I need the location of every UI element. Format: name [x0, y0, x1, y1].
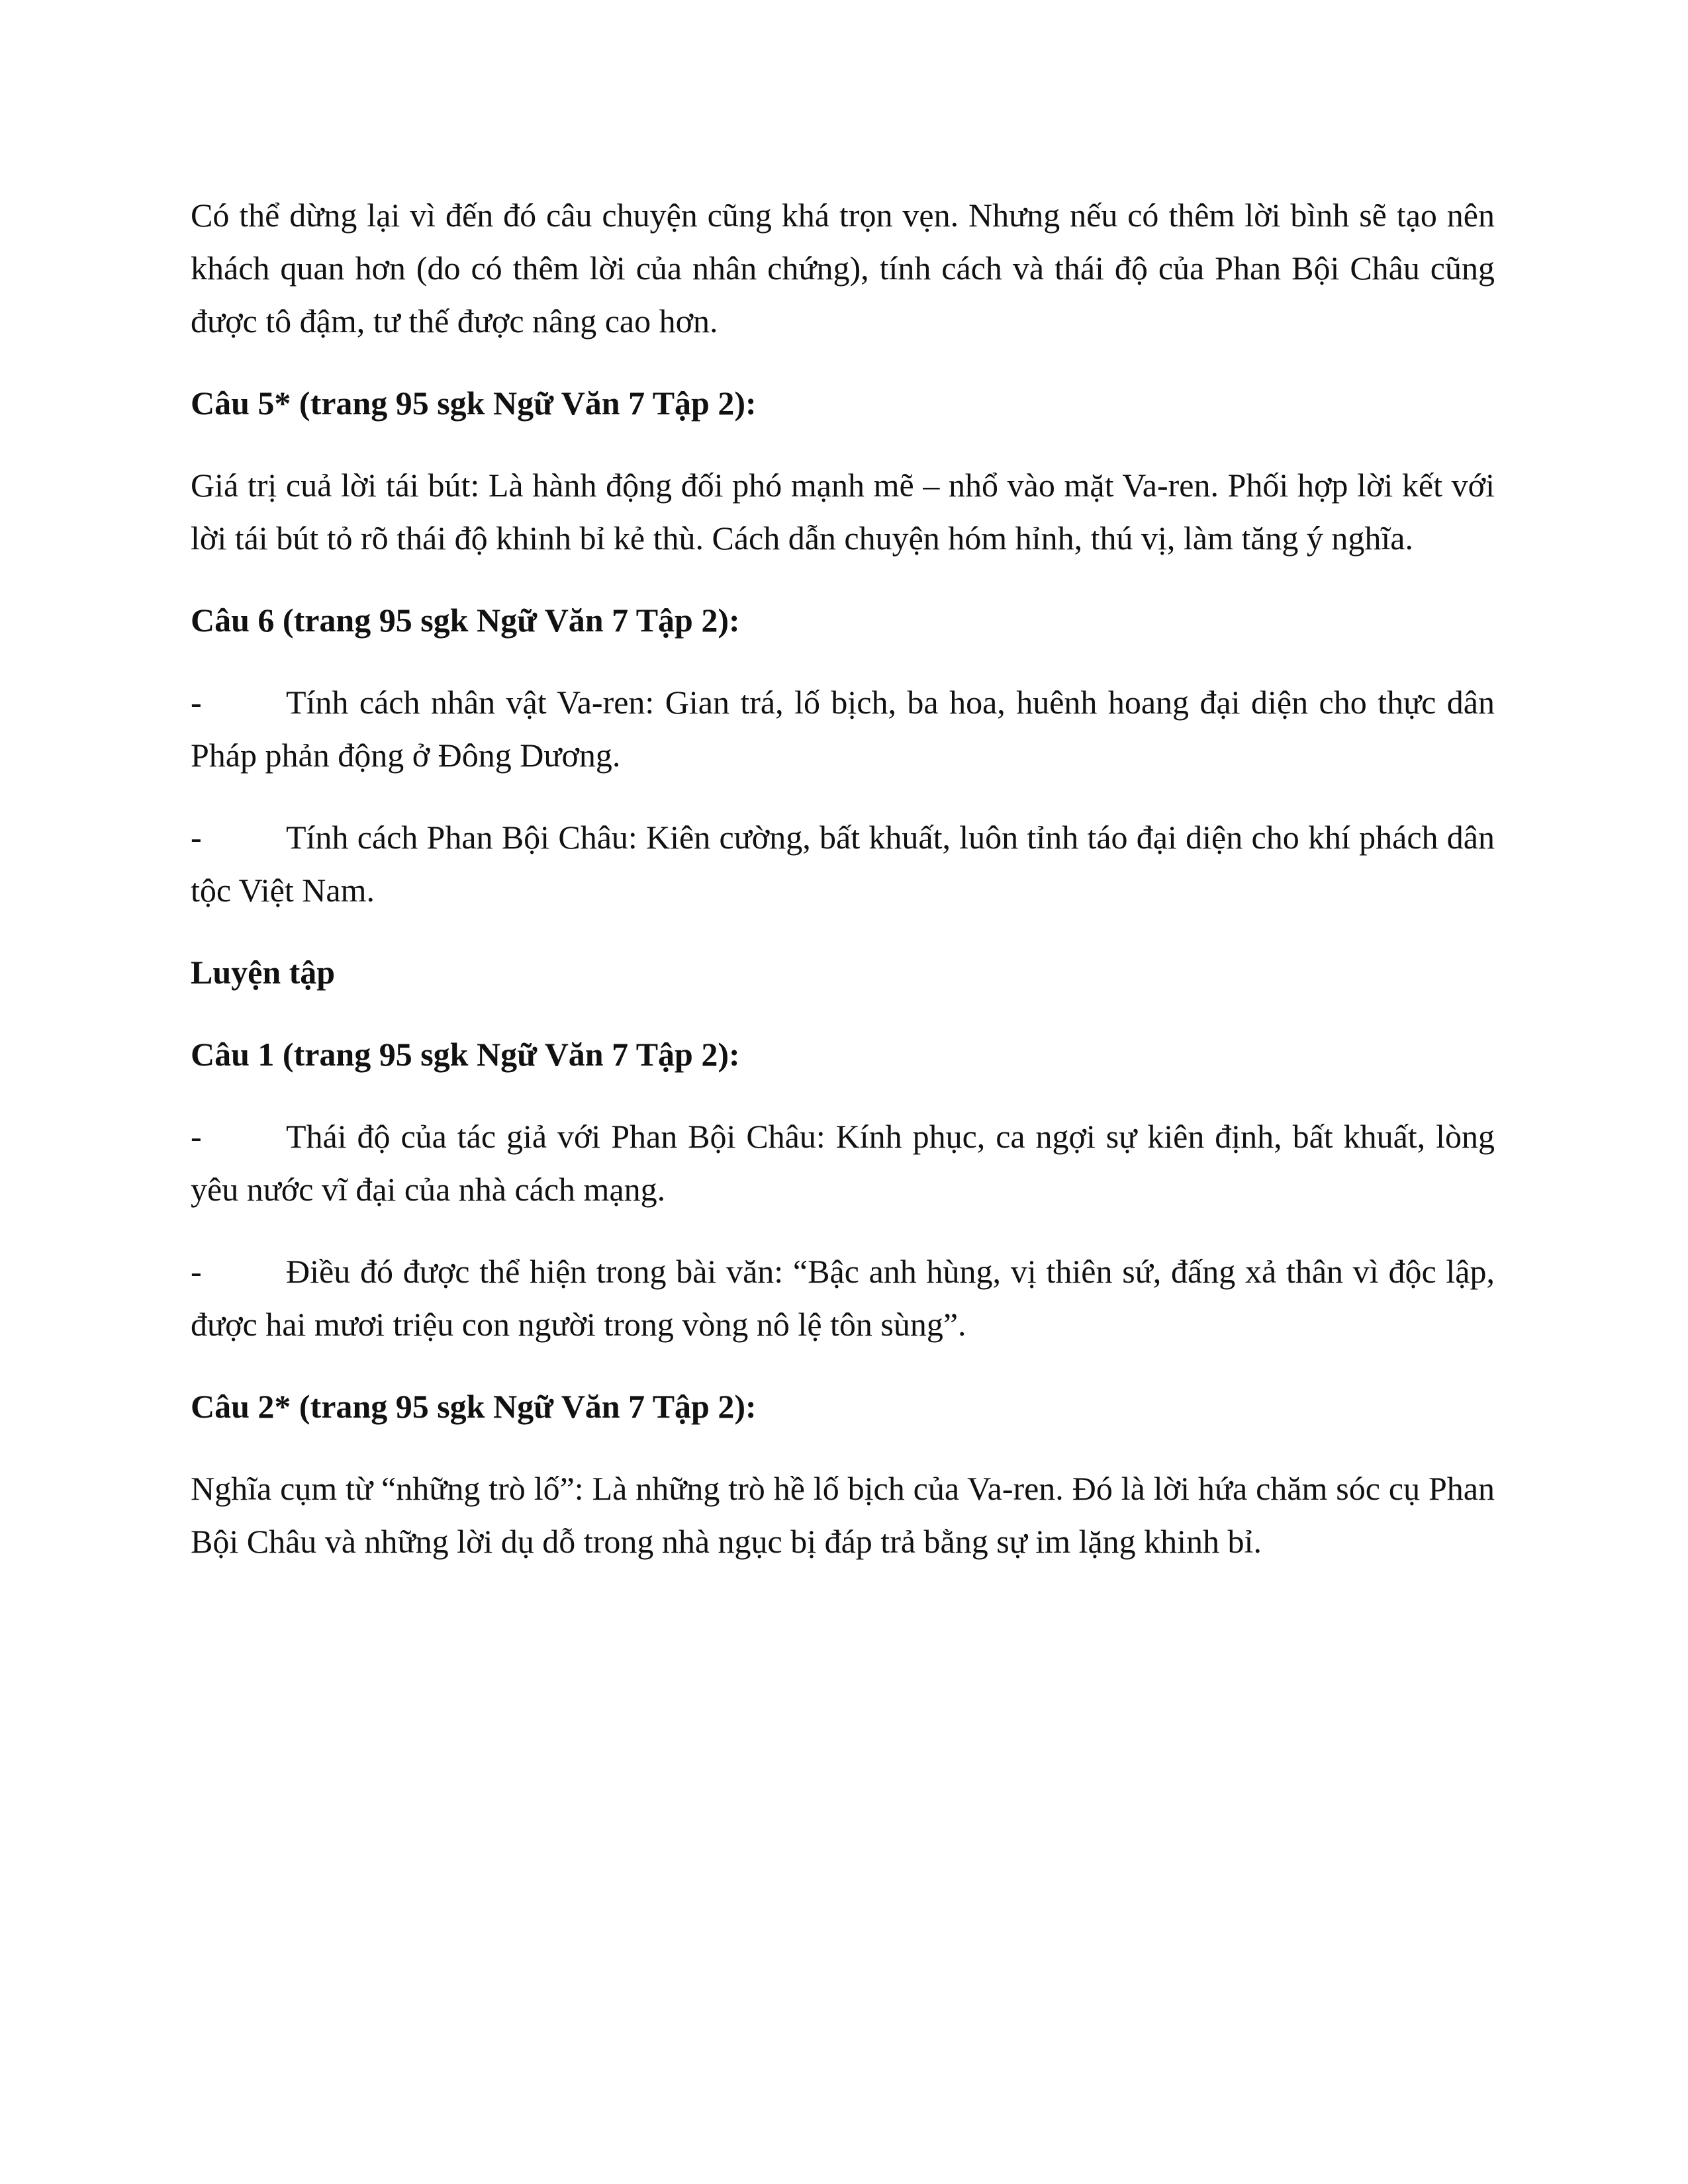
bullet-text: Điều đó được thể hiện trong bài văn: “Bậc anh hùng, vị thiên sứ, đấng xả thân vì độc lập, được hai mươi triệu con người trong vòng nô lệ tôn sùng”. — [191, 1253, 1495, 1343]
bullet-cau-6-varen — [191, 676, 1495, 782]
heading-cau-6: Câu 6 (trang 95 sgk Ngữ Văn 7 Tập 2): — [191, 602, 740, 639]
bullet-marker: - — [191, 819, 202, 856]
bullet-lt-cau-1-thai-do — [191, 1110, 1495, 1216]
heading-luyen-tap: Luyện tập — [191, 954, 336, 991]
document-page — [191, 189, 1495, 1597]
bullet-lt-cau-1-the-hien — [191, 1245, 1495, 1351]
heading-luyen-tap-cau-1: Câu 1 (trang 95 sgk Ngữ Văn 7 Tập 2): — [191, 1036, 740, 1073]
bullet-marker: - — [191, 1118, 202, 1155]
bullet-marker: - — [191, 1253, 202, 1290]
bullet-text: Thái độ của tác giả với Phan Bội Châu: Kính phục, ca ngợi sự kiên định, bất khuất, lòng yêu nước vĩ đại của nhà cách mạng. — [191, 1118, 1495, 1208]
heading-cau-5: Câu 5* (trang 95 sgk Ngữ Văn 7 Tập 2): — [191, 385, 757, 422]
bullet-text: Tính cách nhân vật Va-ren: Gian trá, lố bịch, ba hoa, huênh hoang đại diện cho thực dân Pháp phản động ở Đông Dương. — [191, 684, 1495, 774]
bullet-marker: - — [191, 684, 202, 721]
bullet-cau-6-phan-boi-chau — [191, 811, 1495, 917]
bullet-text: Tính cách Phan Bội Châu: Kiên cường, bất khuất, luôn tỉnh táo đại diện cho khí phách dân tộc Việt Nam. — [191, 819, 1495, 909]
intro-paragraph: Có thể dừng lại vì đến đó câu chuyện cũng khá trọn vẹn. Nhưng nếu có thêm lời bình sẽ tạo nên khách quan hơn (do có thêm lời của nhân chứng), tính cách và thái độ của Phan Bội Châu cũng được tô đậm, tư thế được nâng cao hơn. — [191, 197, 1495, 340]
heading-luyen-tap-cau-2: Câu 2* (trang 95 sgk Ngữ Văn 7 Tập 2): — [191, 1388, 757, 1425]
answer-luyen-tap-cau-2: Nghĩa cụm từ “những trò lố”: Là những trò hề lố bịch của Va-ren. Đó là lời hứa chăm sóc cụ Phan Bội Châu và những lời dụ dỗ trong nhà ngục bị đáp trả bằng sự im lặng khinh bỉ. — [191, 1470, 1495, 1560]
answer-cau-5: Giá trị cuả lời tái bút: Là hành động đối phó mạnh mẽ – nhổ vào mặt Va-ren. Phối hợp lời kết với lời tái bút tỏ rõ thái độ khinh bỉ kẻ thù. Cách dẫn chuyện hóm hỉnh, thú vị, làm tăng ý nghĩa. — [191, 467, 1495, 557]
